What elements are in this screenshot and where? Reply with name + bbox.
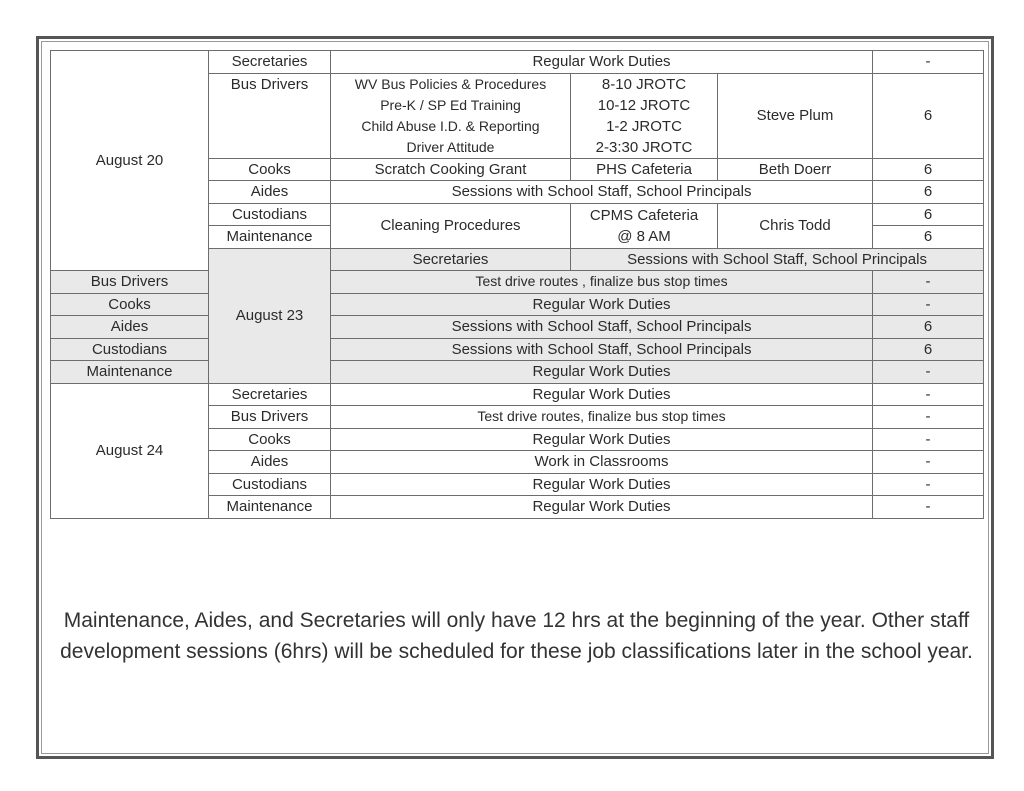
location-cell: [571, 203, 718, 248]
hours-cell: -: [873, 51, 984, 74]
hours-cell: 6: [873, 226, 984, 249]
time-line: 10-12 JROTC: [597, 96, 691, 114]
role-cell: Custodians: [209, 203, 331, 226]
role-cell: Custodians: [209, 473, 331, 496]
table-row: [51, 316, 984, 339]
topic-cell: Sessions with School Staff, School Principals: [331, 338, 873, 361]
location-line: CPMS Cafeteria: [589, 206, 699, 224]
hours-cell: -: [873, 473, 984, 496]
time-line: 2-3:30 JROTC: [595, 138, 693, 156]
role-cell: Maintenance: [51, 361, 209, 384]
table-row: [51, 293, 984, 316]
table-row: [51, 51, 984, 74]
hours-cell: 6: [873, 316, 984, 339]
table-row: [51, 271, 984, 294]
hours-cell: 6: [873, 203, 984, 226]
role-cell: Maintenance: [209, 496, 331, 519]
role-cell: Secretaries: [209, 51, 331, 74]
role-cell: Aides: [209, 451, 331, 474]
role-cell: Secretaries: [331, 248, 571, 271]
hours-cell: -: [873, 451, 984, 474]
topic-cell: Cleaning Procedures: [331, 203, 571, 248]
location-cell: PHS Cafeteria: [571, 158, 718, 181]
topic-cell: Regular Work Duties: [331, 473, 873, 496]
topic-cell: Regular Work Duties: [331, 383, 873, 406]
role-cell: Bus Drivers: [209, 73, 331, 158]
topic-cell: Regular Work Duties: [331, 361, 873, 384]
topic-cell: Sessions with School Staff, School Principals: [331, 316, 873, 339]
presenter-cell: Chris Todd: [718, 203, 873, 248]
time-line: @ 8 AM: [617, 227, 671, 245]
date-cell: August 24: [51, 383, 209, 518]
topic-cell: Test drive routes, finalize bus stop times: [331, 406, 873, 429]
role-cell: Bus Drivers: [209, 406, 331, 429]
schedule-table: [50, 50, 984, 519]
topic-cell: Sessions with School Staff, School Principals: [331, 181, 873, 204]
hours-cell: -: [873, 293, 984, 316]
role-cell: Custodians: [51, 338, 209, 361]
role-cell: Cooks: [51, 293, 209, 316]
topic-cell: Regular Work Duties: [331, 293, 873, 316]
topic-cell: Sessions with School Staff, School Principals: [571, 248, 984, 271]
topic-cell: [331, 73, 571, 158]
role-cell: Cooks: [209, 428, 331, 451]
hours-cell: -: [873, 361, 984, 384]
topic-cell: Scratch Cooking Grant: [331, 158, 571, 181]
date-cell: August 20: [51, 51, 209, 271]
hours-cell: -: [873, 383, 984, 406]
presenter-cell: Steve Plum: [718, 73, 873, 158]
topic-line: Driver Attitude: [406, 138, 495, 155]
role-cell: Aides: [209, 181, 331, 204]
topic-line: WV Bus Policies & Procedures: [354, 75, 547, 92]
table-row: [51, 338, 984, 361]
topic-line: Child Abuse I.D. & Reporting: [361, 117, 540, 134]
role-cell: Secretaries: [209, 383, 331, 406]
hours-cell: -: [873, 496, 984, 519]
hours-cell: 6: [873, 73, 984, 158]
topic-cell: Regular Work Duties: [331, 428, 873, 451]
time-cell: [571, 73, 718, 158]
hours-cell: 6: [873, 338, 984, 361]
role-cell: Maintenance: [209, 226, 331, 249]
topic-cell: Regular Work Duties: [331, 51, 873, 74]
table-row: [51, 361, 984, 384]
footnote: Maintenance, Aides, and Secretaries will only have 12 hrs at the beginning of the year. Other staff development sessions (6hrs) will be scheduled for these job classifications later in the school year.: [60, 609, 973, 663]
topic-line: Pre-K / SP Ed Training: [380, 96, 521, 113]
hours-cell: -: [873, 428, 984, 451]
table-row: [51, 383, 984, 406]
hours-cell: 6: [873, 158, 984, 181]
role-cell: Aides: [51, 316, 209, 339]
hours-cell: -: [873, 406, 984, 429]
topic-cell: Regular Work Duties: [331, 496, 873, 519]
topic-cell: Test drive routes , finalize bus stop times: [331, 271, 873, 294]
hours-cell: -: [873, 271, 984, 294]
presenter-cell: Beth Doerr: [718, 158, 873, 181]
role-cell: Cooks: [209, 158, 331, 181]
hours-cell: 6: [873, 181, 984, 204]
time-line: 1-2 JROTC: [606, 117, 682, 135]
role-cell: Bus Drivers: [51, 271, 209, 294]
time-line: 8-10 JROTC: [601, 75, 687, 93]
date-cell: August 23: [209, 248, 331, 383]
topic-cell: Work in Classrooms: [331, 451, 873, 474]
